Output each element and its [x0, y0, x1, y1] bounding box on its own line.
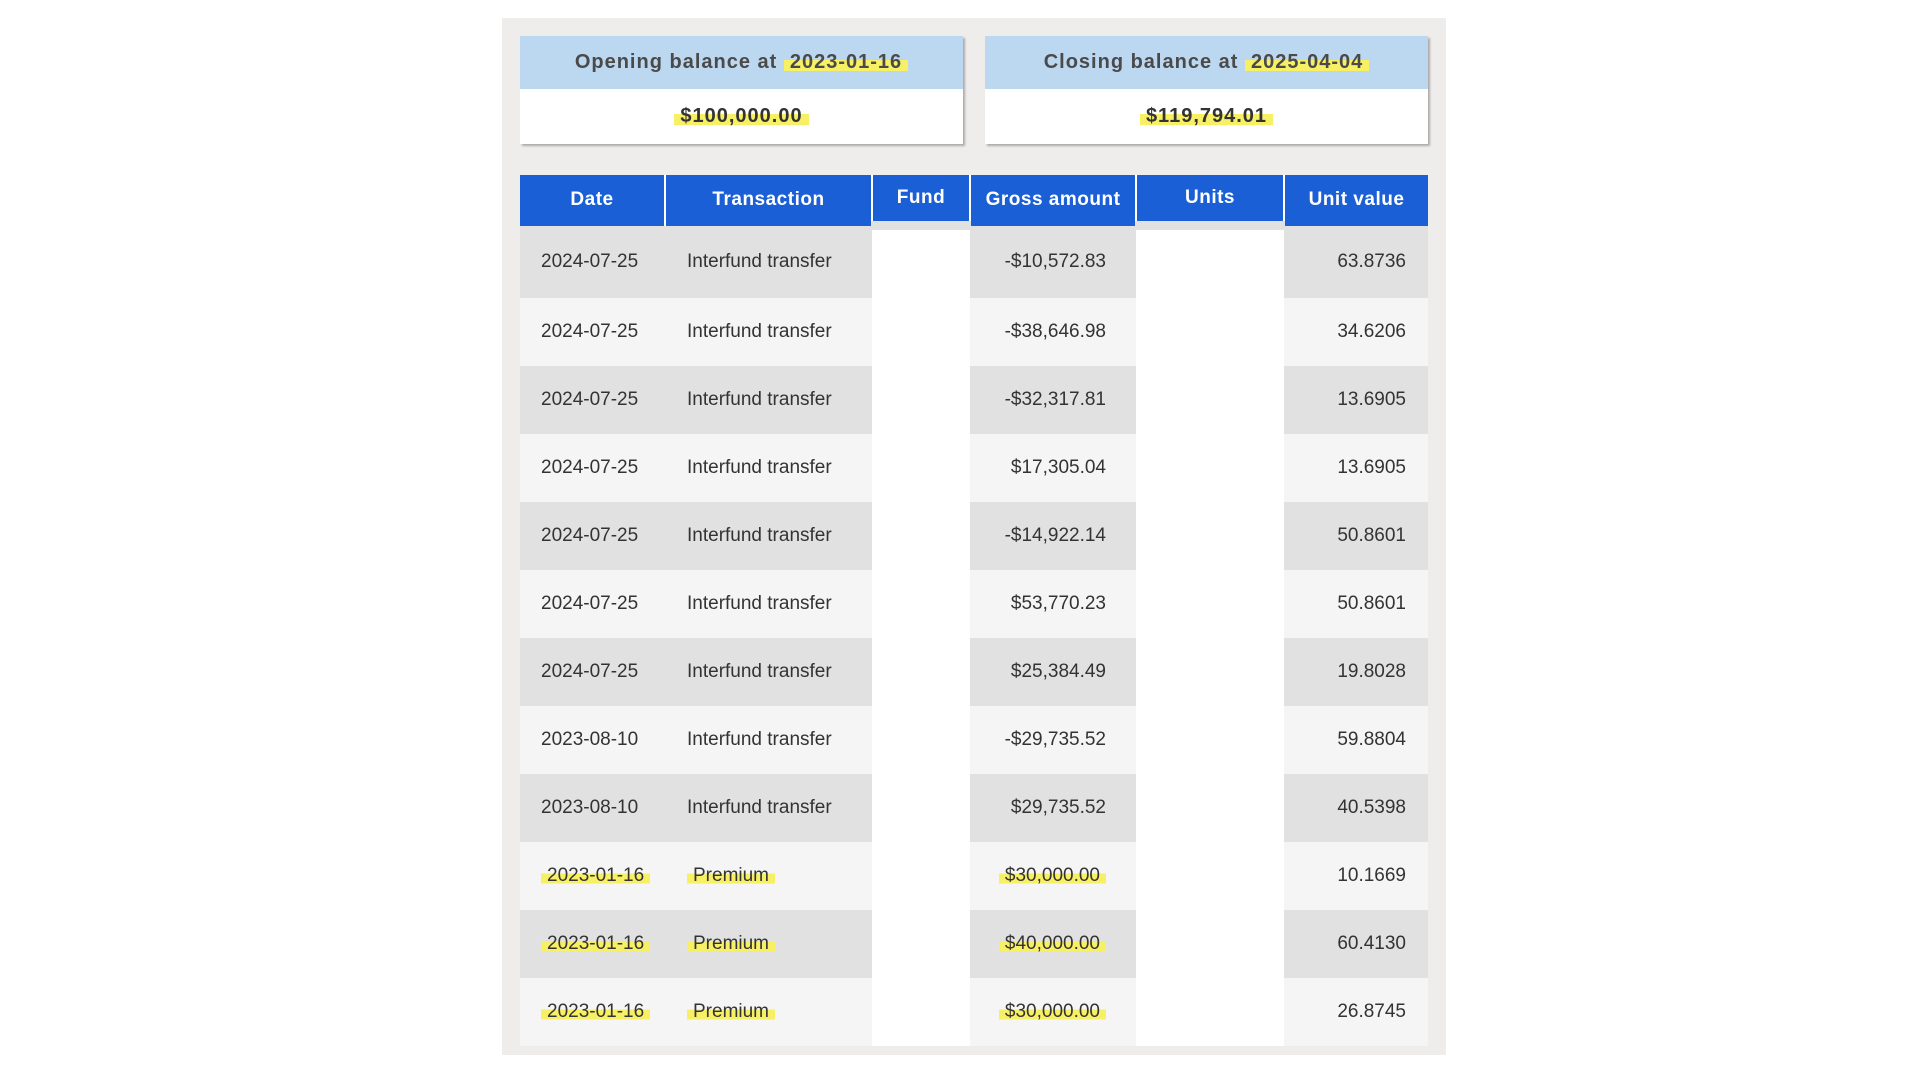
table-row	[520, 910, 1428, 978]
column-header-date[interactable]: Date	[520, 175, 665, 226]
gross-amount-cell-text: $53,770.23	[1010, 593, 1106, 614]
gross-amount-cell-text: $30,000.00	[999, 1001, 1106, 1022]
gross-amount-cell-text: -$10,572.83	[1004, 250, 1106, 272]
table-row	[520, 570, 1428, 638]
units-cell	[1136, 570, 1284, 638]
unit-value-cell-text: 59.8804	[1337, 729, 1406, 750]
transaction-cell-text: Premium	[687, 865, 775, 886]
unit-value-cell	[1284, 706, 1428, 774]
gross-amount-cell-text: -$32,317.81	[1004, 389, 1106, 410]
fund-cell	[872, 434, 970, 502]
unit-value-cell-text: 13.6905	[1337, 457, 1406, 478]
transaction-cell-text: Interfund transfer	[687, 389, 832, 410]
units-cell	[1136, 910, 1284, 978]
table-header-row	[520, 175, 1428, 226]
transaction-cell-text: Interfund transfer	[687, 250, 832, 272]
fund-cell	[872, 366, 970, 434]
unit-value-cell	[1284, 978, 1428, 1046]
unit-value-cell-text: 26.8745	[1337, 1001, 1406, 1022]
unit-value-cell	[1284, 226, 1428, 299]
fund-cell	[872, 502, 970, 570]
transaction-cell-text: Interfund transfer	[687, 457, 832, 478]
table-row	[520, 842, 1428, 910]
transaction-cell-text: Interfund transfer	[687, 729, 832, 750]
table-row	[520, 434, 1428, 502]
units-cell	[1136, 366, 1284, 434]
unit-value-cell-text: 19.8028	[1337, 661, 1406, 682]
fund-cell	[872, 774, 970, 842]
transaction-cell-text: Premium	[687, 1001, 775, 1022]
fund-cell	[872, 298, 970, 366]
closing-balance-header	[985, 36, 1428, 89]
date-cell	[520, 706, 665, 774]
gross-amount-cell-text: $17,305.04	[1010, 457, 1106, 478]
unit-value-cell	[1284, 638, 1428, 706]
gross-amount-cell	[970, 434, 1136, 502]
gross-amount-cell	[970, 366, 1136, 434]
gross-amount-cell-text: -$29,735.52	[1004, 729, 1106, 750]
column-header-transaction[interactable]: Transaction	[665, 175, 872, 226]
unit-value-cell	[1284, 774, 1428, 842]
opening-balance-date: 2023-01-16	[784, 51, 908, 74]
gross-amount-cell	[970, 774, 1136, 842]
unit-value-cell	[1284, 570, 1428, 638]
fund-cell	[872, 226, 970, 299]
fund-cell	[872, 978, 970, 1046]
transaction-cell	[665, 502, 872, 570]
column-header-fund[interactable]: Fund	[872, 175, 970, 226]
date-cell-text: 2024-07-25	[541, 457, 639, 478]
closing-balance-label: Closing balance at	[1043, 51, 1245, 73]
unit-value-cell	[1284, 434, 1428, 502]
date-cell-text: 2024-07-25	[541, 321, 639, 342]
date-cell	[520, 502, 665, 570]
fund-cell	[872, 570, 970, 638]
transaction-cell	[665, 978, 872, 1046]
date-cell	[520, 774, 665, 842]
date-cell	[520, 910, 665, 978]
date-cell-text: 2023-01-16	[541, 933, 650, 954]
gross-amount-cell	[970, 570, 1136, 638]
unit-value-cell-text: 50.8601	[1337, 525, 1406, 546]
date-cell-text: 2024-07-25	[541, 593, 639, 614]
units-cell	[1136, 774, 1284, 842]
closing-balance-card	[985, 36, 1428, 144]
transactions-table	[520, 175, 1428, 1046]
transaction-cell-text: Interfund transfer	[687, 661, 832, 682]
table-row	[520, 502, 1428, 570]
date-cell-text: 2024-07-25	[541, 389, 639, 410]
transaction-cell-text: Interfund transfer	[687, 525, 832, 546]
date-cell	[520, 434, 665, 502]
table-row	[520, 366, 1428, 434]
gross-amount-cell	[970, 502, 1136, 570]
unit-value-cell-text: 34.6206	[1337, 321, 1406, 342]
transaction-cell	[665, 226, 872, 299]
gross-amount-cell	[970, 638, 1136, 706]
unit-value-cell-text: 40.5398	[1337, 797, 1406, 818]
transaction-cell	[665, 298, 872, 366]
unit-value-cell	[1284, 842, 1428, 910]
fund-cell	[872, 910, 970, 978]
column-header-gross-amount[interactable]: Gross amount	[970, 175, 1136, 226]
units-cell	[1136, 978, 1284, 1046]
gross-amount-cell-text: $40,000.00	[999, 933, 1106, 954]
unit-value-cell-text: 60.4130	[1337, 933, 1406, 954]
date-cell-text: 2023-08-10	[541, 797, 639, 818]
gross-amount-cell	[970, 298, 1136, 366]
date-cell	[520, 978, 665, 1046]
table-row	[520, 226, 1428, 299]
gross-amount-cell	[970, 226, 1136, 299]
transaction-cell	[665, 366, 872, 434]
closing-balance-value-row	[985, 89, 1428, 144]
unit-value-cell-text: 10.1669	[1337, 865, 1406, 886]
transaction-cell	[665, 774, 872, 842]
fund-cell	[872, 638, 970, 706]
date-cell	[520, 638, 665, 706]
table-body	[520, 226, 1428, 1047]
date-cell	[520, 842, 665, 910]
unit-value-cell-text: 63.8736	[1337, 250, 1406, 272]
date-cell-text: 2023-01-16	[541, 1001, 650, 1022]
gross-amount-cell-text: $30,000.00	[999, 865, 1106, 886]
units-cell	[1136, 434, 1284, 502]
units-cell	[1136, 298, 1284, 366]
opening-balance-value-row	[520, 89, 963, 144]
opening-balance-header	[520, 36, 963, 89]
gross-amount-cell	[970, 978, 1136, 1046]
transaction-cell	[665, 434, 872, 502]
gross-amount-cell	[970, 842, 1136, 910]
unit-value-cell-text: 50.8601	[1337, 593, 1406, 614]
date-cell	[520, 570, 665, 638]
transaction-cell	[665, 706, 872, 774]
unit-value-cell	[1284, 502, 1428, 570]
column-header-units[interactable]: Units	[1136, 175, 1284, 226]
units-cell	[1136, 502, 1284, 570]
gross-amount-cell-text: -$14,922.14	[1004, 525, 1106, 546]
date-cell	[520, 366, 665, 434]
opening-balance-amount: $100,000.00	[674, 105, 808, 128]
units-cell	[1136, 638, 1284, 706]
date-cell-text: 2023-01-16	[541, 865, 650, 886]
transaction-cell	[665, 910, 872, 978]
opening-balance-label: Opening balance at	[574, 51, 784, 73]
table-row	[520, 706, 1428, 774]
date-cell-text: 2024-07-25	[541, 661, 639, 682]
transaction-cell-text: Premium	[687, 933, 775, 954]
unit-value-cell	[1284, 910, 1428, 978]
units-cell	[1136, 706, 1284, 774]
column-header-unit-value[interactable]: Unit value	[1284, 175, 1428, 226]
date-cell-text: 2023-08-10	[541, 729, 639, 750]
transaction-cell	[665, 638, 872, 706]
gross-amount-cell	[970, 910, 1136, 978]
table-row	[520, 638, 1428, 706]
units-cell	[1136, 226, 1284, 299]
date-cell-text: 2024-07-25	[541, 250, 639, 272]
fund-cell	[872, 842, 970, 910]
statement-panel	[502, 18, 1446, 1055]
unit-value-cell-text: 13.6905	[1337, 389, 1406, 410]
gross-amount-cell	[970, 706, 1136, 774]
closing-balance-date: 2025-04-04	[1245, 51, 1369, 74]
transaction-cell-text: Interfund transfer	[687, 321, 832, 342]
table-row	[520, 978, 1428, 1046]
gross-amount-cell-text: -$38,646.98	[1004, 321, 1106, 342]
unit-value-cell	[1284, 366, 1428, 434]
transaction-cell-text: Interfund transfer	[687, 593, 832, 614]
table-row	[520, 298, 1428, 366]
date-cell	[520, 226, 665, 299]
opening-balance-card	[520, 36, 963, 144]
date-cell-text: 2024-07-25	[541, 525, 639, 546]
closing-balance-amount: $119,794.01	[1140, 105, 1273, 128]
transaction-cell	[665, 842, 872, 910]
unit-value-cell	[1284, 298, 1428, 366]
table-row	[520, 774, 1428, 842]
gross-amount-cell-text: $29,735.52	[1010, 797, 1106, 818]
gross-amount-cell-text: $25,384.49	[1010, 661, 1106, 682]
date-cell	[520, 298, 665, 366]
transaction-cell	[665, 570, 872, 638]
fund-cell	[872, 706, 970, 774]
transaction-cell-text: Interfund transfer	[687, 797, 832, 818]
units-cell	[1136, 842, 1284, 910]
